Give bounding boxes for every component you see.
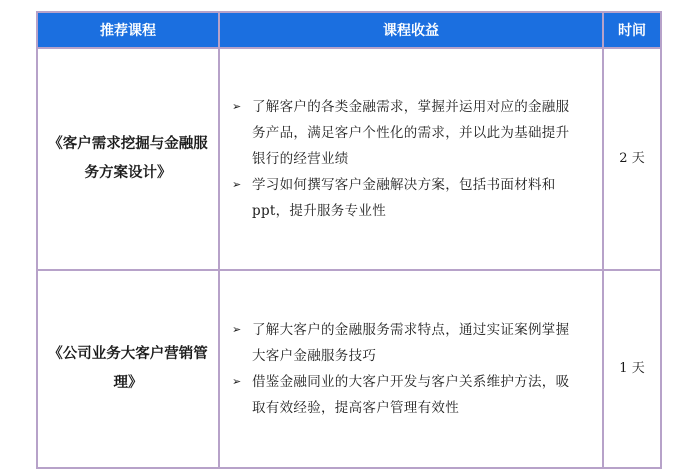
table-row	[37, 270, 661, 468]
table-header-row	[37, 12, 661, 48]
table-row	[37, 48, 661, 270]
list-item	[228, 172, 582, 224]
header-time: 时间	[603, 12, 661, 48]
course-table	[36, 11, 662, 469]
header-course: 推荐课程	[37, 12, 219, 48]
course-name: 《客户需求挖掘与金融服务方案设计》	[37, 48, 219, 270]
course-name: 《公司业务大客户营销管理》	[37, 270, 219, 468]
benefit-list	[228, 317, 582, 421]
benefit-text: 借鉴金融同业的大客户开发与客户关系维护方法，吸取有效经验，提高客户管理有效性	[252, 374, 570, 416]
course-duration: 1 天	[603, 270, 661, 468]
arrow-bullet-icon: ➢	[232, 375, 242, 388]
arrow-bullet-icon: ➢	[232, 323, 242, 336]
list-item	[228, 94, 582, 172]
list-item	[228, 317, 582, 369]
benefit-text: 了解大客户的金融服务需求特点，通过实证案例掌握大客户金融服务技巧	[252, 322, 570, 364]
benefit-text: 学习如何撰写客户金融解决方案，包括书面材料和 ppt，提升服务专业性	[252, 177, 556, 219]
course-benefits	[219, 48, 603, 270]
list-item	[228, 369, 582, 421]
course-benefits	[219, 270, 603, 468]
benefit-list	[228, 94, 582, 224]
arrow-bullet-icon: ➢	[232, 178, 242, 191]
course-duration: 2 天	[603, 48, 661, 270]
arrow-bullet-icon: ➢	[232, 100, 242, 113]
benefit-text: 了解客户的各类金融需求，掌握并运用对应的金融服务产品，满足客户个性化的需求，并以此为基础提升银行的经营业绩	[252, 99, 570, 167]
header-benefit: 课程收益	[219, 12, 603, 48]
